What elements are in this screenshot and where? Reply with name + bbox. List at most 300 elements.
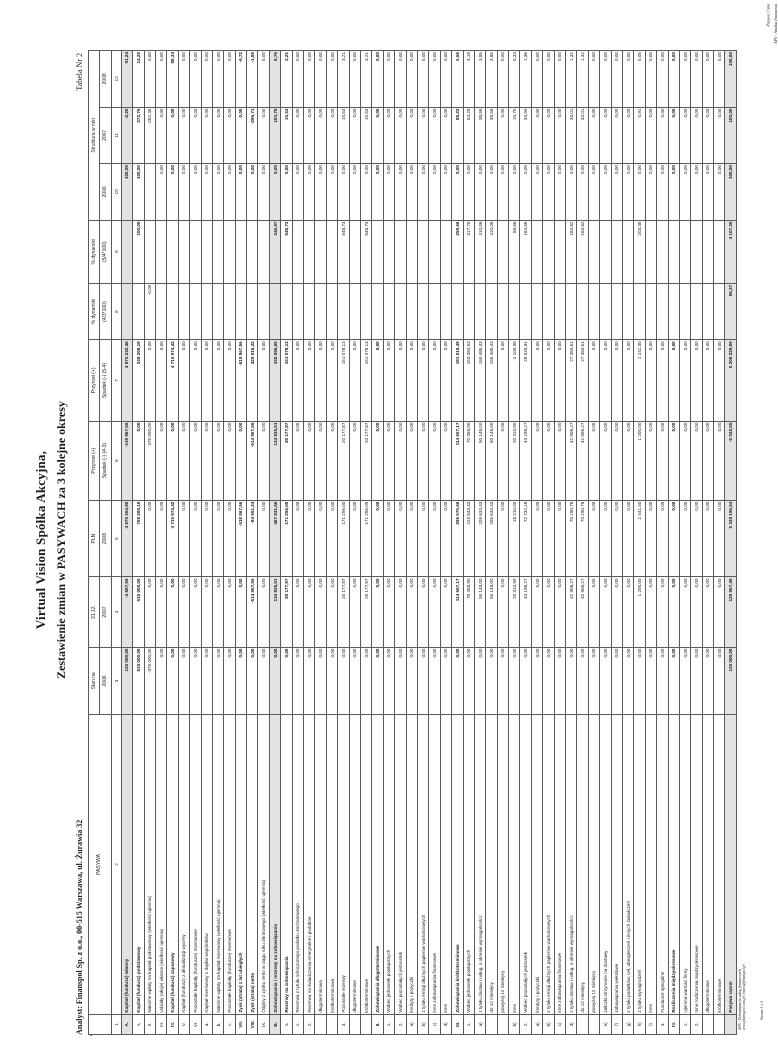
row-value-c4: 0,00 <box>372 577 383 647</box>
row-value-c5: 467 831,66 <box>269 500 280 577</box>
row-value-c5: 0,00 <box>326 500 337 577</box>
row-label: Rezerwa na świadczenia emerytalne i podobne <box>304 715 315 1014</box>
footnote <box>738 965 746 1030</box>
row-value-c10: 0,00 <box>190 164 201 220</box>
row-label: powyżej 12 miesięcy <box>588 715 599 1014</box>
row-value-c10: 0,00 <box>679 164 690 220</box>
row-value-c6: 0,00 <box>417 421 428 500</box>
row-value-c4: 0,00 <box>714 577 725 647</box>
row-value-c10: 0,00 <box>360 164 371 220</box>
row-value-c11: 33,01 <box>566 107 577 163</box>
row-value-c5: 70 290,78 <box>566 500 577 577</box>
row-value-c5: 0,00 <box>668 500 679 577</box>
row-number: b) <box>509 1014 520 1034</box>
table-row <box>121 51 132 1035</box>
row-value-c6: 0,00 <box>714 421 725 500</box>
row-value-c11: 0,00 <box>600 107 611 163</box>
row-label: Pasywa razem <box>725 715 736 1014</box>
row-value-c7: 155 485,43 <box>474 340 485 421</box>
row-value-c5: 0,00 <box>679 500 690 577</box>
row-label: z tytułu emisji dłużnych papierów wartościowych <box>417 715 428 1014</box>
row-value-c7: 0,00 <box>417 340 428 421</box>
table-row <box>452 51 463 1035</box>
row-value-c12: 0,00 <box>349 51 360 108</box>
row-number: IX. <box>258 1014 269 1034</box>
row-value-c10: 0,00 <box>554 164 565 220</box>
row-value-c11: 0,00 <box>611 107 622 163</box>
row-value-c4: 0,00 <box>258 577 269 647</box>
row-value-c5: 0,00 <box>588 500 599 577</box>
row-value-c4: -4 867,56 <box>121 577 132 647</box>
row-value-c4: 0,00 <box>190 577 201 647</box>
row-value-c4: 510 000,00 <box>133 577 144 647</box>
row-value-c11: 0,00 <box>178 107 189 163</box>
row-value-c4: 0,00 <box>383 577 394 647</box>
row-value-c9 <box>212 220 223 283</box>
row-value-c5: 0,00 <box>258 500 269 577</box>
row-value-c7: 0,00 <box>497 340 508 421</box>
row-value-c5: 0,00 <box>372 500 383 577</box>
row-value-c12: 0,00 <box>440 51 451 108</box>
row-value-c10: 100,00 <box>121 164 132 220</box>
row-value-c4: 44 198,27 <box>520 577 531 647</box>
row-value-c3: 0,00 <box>190 647 201 715</box>
row-value-c6: 375 000,00 <box>144 421 155 500</box>
row-value-c8 <box>611 283 622 339</box>
row-number: g) <box>622 1014 633 1034</box>
row-value-c9: 4 107,35 <box>725 220 736 283</box>
row-value-c12: 0,34 <box>509 51 520 108</box>
row-label: Zobowiązania długoterminowe <box>372 715 383 1014</box>
row-value-c3: 0,00 <box>611 647 622 715</box>
row-value-c5: 0,00 <box>224 500 235 577</box>
row-value-c9 <box>531 220 542 283</box>
row-label: krótkoterminowe <box>714 715 725 1014</box>
row-value-c9: 410,06 <box>474 220 485 283</box>
row-value-c7: 0,00 <box>349 340 360 421</box>
row-value-c10: 0,00 <box>520 164 531 220</box>
row-value-c3: 0,00 <box>486 647 497 715</box>
row-label: Rezerwa z tytułu odroczonego podatku dochodowego <box>292 715 303 1014</box>
row-value-c12: 8,76 <box>269 51 280 108</box>
row-value-c10: 0,00 <box>372 164 383 220</box>
row-value-c4: 0,00 <box>144 577 155 647</box>
row-value-c3: 510 000,00 <box>133 647 144 715</box>
row-value-c3: 0,00 <box>281 647 292 715</box>
row-label: Zysk (strata) z lat ubiegłych <box>235 715 246 1014</box>
row-value-c9 <box>417 220 428 283</box>
row-value-c10: 0,00 <box>258 164 269 220</box>
row-value-c12: 0,00 <box>622 51 633 108</box>
table-row <box>543 51 554 1035</box>
row-value-c7: 429 916,32 <box>247 340 258 421</box>
row-value-c10: 0,00 <box>247 164 258 220</box>
row-label: Fundusze specjalne <box>657 715 668 1014</box>
row-value-c10: 0,00 <box>417 164 428 220</box>
row-value-c5: 0,00 <box>702 500 713 577</box>
corner-line-2: Pasywa 3 lata <box>766 4 771 27</box>
row-number: V. <box>178 1014 189 1034</box>
row-value-c8 <box>247 283 258 339</box>
row-value-c9 <box>497 220 508 283</box>
row-value-c12: 0,00 <box>212 51 223 108</box>
row-label: z tytułu wynagrodzeń <box>634 715 645 1014</box>
row-value-c8 <box>634 283 645 339</box>
row-number: a. <box>201 1014 212 1034</box>
row-value-c11: 0,00 <box>622 107 633 163</box>
row-value-c6: 42 906,27 <box>566 421 577 500</box>
table-row <box>201 51 212 1035</box>
table-row <box>167 51 178 1035</box>
header-lp <box>89 1014 112 1034</box>
table-row <box>326 51 337 1035</box>
row-value-c8 <box>269 283 280 339</box>
row-value-c11: 33,94 <box>520 107 531 163</box>
row-value-c4: 0,00 <box>417 577 428 647</box>
row-value-c9: 258,66 <box>452 220 463 283</box>
row-value-c12: 0,00 <box>702 51 713 108</box>
table-header <box>89 51 122 1035</box>
row-value-c3: 135 000,00 <box>121 647 132 715</box>
row-value-c3: 0,00 <box>235 647 246 715</box>
row-value-c3: 0,00 <box>714 647 725 715</box>
row-value-c4: 0,00 <box>304 577 315 647</box>
row-value-c5: 0,00 <box>395 500 406 577</box>
row-value-c3: 0,00 <box>292 647 303 715</box>
row-label: Kapitał rezerwowy z dopłat wspólników <box>201 715 212 1014</box>
row-value-c5: 171 256,00 <box>338 500 349 577</box>
header-pasywa: PASYWA <box>89 715 112 1014</box>
row-value-c8 <box>452 283 463 339</box>
row-value-c8 <box>406 283 417 339</box>
row-value-c4: 20 177,87 <box>338 577 349 647</box>
row-value-c12: 0,00 <box>315 51 326 108</box>
row-value-c12: 0,00 <box>395 51 406 108</box>
row-value-c11: 0,00 <box>372 107 383 163</box>
row-value-c9 <box>554 220 565 283</box>
row-value-c10: 0,00 <box>224 164 235 220</box>
row-value-c7: 0,00 <box>383 340 394 421</box>
row-value-c12: -9,72 <box>235 51 246 108</box>
row-number: 1. <box>383 1014 394 1034</box>
row-value-c4: 70 458,90 <box>463 577 474 647</box>
row-value-c10: 0,00 <box>509 164 520 220</box>
row-value-c10: 0,00 <box>440 164 451 220</box>
row-value-c10: 0,00 <box>486 164 497 220</box>
row-value-c9 <box>326 220 337 283</box>
row-value-c9 <box>588 220 599 283</box>
row-value-c4: 50 148,00 <box>486 577 497 647</box>
row-value-c3: 0,00 <box>622 647 633 715</box>
column-index: 4 <box>111 577 121 647</box>
row-value-c4: 0,00 <box>691 577 702 647</box>
row-value-c4: 0,00 <box>600 577 611 647</box>
row-value-c12: -1,59 <box>247 51 258 108</box>
table-row <box>497 51 508 1035</box>
row-value-c11: 0,00 <box>417 107 428 163</box>
row-value-c5: 0,00 <box>657 500 668 577</box>
row-value-c10: 100,00 <box>133 164 144 220</box>
table-row <box>714 51 725 1035</box>
row-value-c12: 0,00 <box>679 51 690 108</box>
row-value-c5: 205 633,43 <box>474 500 485 577</box>
table-row <box>247 51 258 1035</box>
row-value-c3: 0,00 <box>634 647 645 715</box>
row-value-c8 <box>497 283 508 339</box>
column-index: 11 <box>111 107 121 163</box>
row-number: d) <box>440 1014 451 1034</box>
row-value-c11: 0,00 <box>292 107 303 163</box>
row-value-c8 <box>622 283 633 339</box>
row-value-c4: 20 177,87 <box>360 577 371 647</box>
row-value-c10: 0,00 <box>668 164 679 220</box>
row-value-c7: 181 918,49 <box>452 340 463 421</box>
row-value-c10: 0,00 <box>497 164 508 220</box>
row-value-c12: 5,56 <box>452 51 463 108</box>
row-value-c6: 0,00 <box>349 421 360 500</box>
row-value-c9 <box>691 220 702 283</box>
row-value-c6: 0,00 <box>668 421 679 500</box>
row-value-c12: 0,00 <box>645 51 656 108</box>
row-label: inne <box>645 715 656 1014</box>
row-value-c3: 0,00 <box>679 647 690 715</box>
row-value-c4: 50 148,00 <box>474 577 485 647</box>
row-value-c10: 0,00 <box>235 164 246 220</box>
column-index: 10 <box>111 164 121 220</box>
row-value-c11: 0,00 <box>702 107 713 163</box>
row-value-c12: 1,32 <box>566 51 577 108</box>
row-value-c4: 0,00 <box>155 577 166 647</box>
row-value-c6: 0,00 <box>304 421 315 500</box>
row-value-c8 <box>520 283 531 339</box>
row-value-c11: 0,00 <box>326 107 337 163</box>
row-value-c3: 0,00 <box>178 647 189 715</box>
row-value-c10: 0,00 <box>463 164 474 220</box>
table-row <box>235 51 246 1035</box>
table-row <box>360 51 371 1035</box>
row-value-c9 <box>406 220 417 283</box>
row-value-c8 <box>190 283 201 339</box>
row-value-c12: 0,00 <box>611 51 622 108</box>
row-value-c11: 0,00 <box>497 107 508 163</box>
row-number <box>349 1014 360 1034</box>
row-value-c9: 100,00 <box>133 220 144 283</box>
row-value-c9 <box>395 220 406 283</box>
row-value-c11: 0,00 <box>167 107 178 163</box>
row-value-c8 <box>360 283 371 339</box>
row-number: c) <box>429 1014 440 1034</box>
row-value-c7: 1 241,40 <box>634 340 645 421</box>
row-value-c11: 0,00 <box>224 107 235 163</box>
row-value-c6: 0,00 <box>224 421 235 500</box>
row-value-c7: 153 384,53 <box>463 340 474 421</box>
row-value-c3: 0,00 <box>383 647 394 715</box>
table-row <box>133 51 144 1035</box>
corner-line-1: APS - Analiza finansowa <box>773 4 778 44</box>
row-value-c5: 4 715 974,42 <box>167 500 178 577</box>
table-row <box>440 51 451 1035</box>
row-value-c11: 272,76 <box>133 107 144 163</box>
row-value-c3: 0,00 <box>304 647 315 715</box>
row-value-c5: 0,00 <box>155 500 166 577</box>
row-value-c11: 0,00 <box>155 107 166 163</box>
row-value-c10: 0,00 <box>155 164 166 220</box>
row-value-c6: 0,00 <box>645 421 656 500</box>
row-value-c10: 0,00 <box>383 164 394 220</box>
row-value-c7: 0,00 <box>668 340 679 421</box>
row-value-c3: 0,00 <box>417 647 428 715</box>
row-value-c9 <box>668 220 679 283</box>
column-index: 1 <box>111 1014 121 1034</box>
row-value-c10: 0,00 <box>338 164 349 220</box>
header-year-2006: 2006 <box>100 647 111 715</box>
row-value-c4: 114 657,17 <box>452 577 463 647</box>
row-value-c6: -5 032,55 <box>725 421 736 500</box>
row-value-c6: 0,00 <box>315 421 326 500</box>
row-value-c9 <box>315 220 326 283</box>
row-value-c10: 0,00 <box>178 164 189 220</box>
row-value-c7: -518 867,56 <box>235 340 246 421</box>
analyst-line: Analyst: Finanspol Sp. z o.o., 00-515 Warszawa, ul. Żurawia 32 <box>75 819 84 1035</box>
row-value-c5: 5 338 196,54 <box>725 500 736 577</box>
row-value-c6: 0,00 <box>212 421 223 500</box>
row-value-c3: 0,00 <box>167 647 178 715</box>
row-value-c6: 0,00 <box>543 421 554 500</box>
row-value-c3: 0,00 <box>520 647 531 715</box>
row-value-c6: 0,00 <box>326 421 337 500</box>
row-value-c7: 0,00 <box>543 340 554 421</box>
row-value-c3: 0,00 <box>543 647 554 715</box>
row-value-c12: 0,00 <box>201 51 212 108</box>
row-value-c5: 0,00 <box>144 500 155 577</box>
row-value-c8 <box>383 283 394 339</box>
row-value-c5: 205 633,43 <box>486 500 497 577</box>
row-value-c9 <box>178 220 189 283</box>
row-number: 3. <box>338 1014 349 1034</box>
row-value-c3: 0,00 <box>566 647 577 715</box>
row-value-c5: 0,00 <box>691 500 702 577</box>
row-value-c9 <box>679 220 690 283</box>
row-value-c5: 0,00 <box>383 500 394 577</box>
row-value-c7: 155 485,43 <box>486 340 497 421</box>
row-value-c8 <box>155 283 166 339</box>
row-value-c3: 0,00 <box>395 647 406 715</box>
header-struct-2008: 2008 <box>100 51 111 108</box>
row-value-c3: 0,00 <box>338 647 349 715</box>
row-value-c6: 0,00 <box>258 421 269 500</box>
row-value-c5: 0,00 <box>417 500 428 577</box>
row-value-c10: 0,00 <box>201 164 212 220</box>
row-value-c11: 100,00 <box>725 107 736 163</box>
row-value-c4: 0,00 <box>167 577 178 647</box>
row-value-c12: 1,36 <box>520 51 531 108</box>
row-value-c10: 0,00 <box>645 164 656 220</box>
row-label: kredyty i pożyczki <box>531 715 542 1014</box>
row-value-c10: 0,00 <box>622 164 633 220</box>
row-value-c11: 38,58 <box>474 107 485 163</box>
row-value-c10: 0,00 <box>167 164 178 220</box>
row-value-c6: 0,00 <box>178 421 189 500</box>
row-value-c9: 163,82 <box>566 220 577 283</box>
row-value-c9 <box>429 220 440 283</box>
row-value-c4: 0,00 <box>679 577 690 647</box>
table-row <box>372 51 383 1035</box>
row-value-c9 <box>611 220 622 283</box>
row-value-c7: 5 208 229,09 <box>725 340 736 421</box>
row-value-c9 <box>190 220 201 283</box>
row-value-c3: 0,00 <box>224 647 235 715</box>
header-struct-2006: 2006 <box>100 164 111 220</box>
row-label: z tytułu dostaw i usług, o okresie wymagalności: <box>566 715 577 1014</box>
table-row <box>588 51 599 1035</box>
row-value-c5: -518 867,56 <box>235 500 246 577</box>
row-label: inne zobowiązania finansowe <box>429 715 440 1014</box>
row-value-c9: 89,66 <box>509 220 520 283</box>
row-value-c10: 0,00 <box>326 164 337 220</box>
table-row <box>702 51 713 1035</box>
table-row <box>474 51 485 1035</box>
row-value-c6: 0,00 <box>497 421 508 500</box>
row-value-c12: 100,00 <box>725 51 736 108</box>
row-label: Wobec pozostałych jednostek <box>395 715 406 1014</box>
row-value-c3: 0,00 <box>600 647 611 715</box>
row-value-c3: 0,00 <box>212 647 223 715</box>
row-value-c3: 0,00 <box>372 647 383 715</box>
row-value-c9: 164,56 <box>520 220 531 283</box>
row-value-c10: 0,00 <box>269 164 280 220</box>
row-number: a) <box>406 1014 417 1034</box>
row-label: długoterminowa <box>315 715 326 1014</box>
row-value-c3: 0,00 <box>463 647 474 715</box>
row-value-c7: 0,00 <box>315 340 326 421</box>
row-value-c10: 0,00 <box>349 164 360 220</box>
row-value-c3: 0,00 <box>429 647 440 715</box>
header-dyn-b: (5/4*100) <box>100 220 111 283</box>
row-value-c12: 0,00 <box>178 51 189 108</box>
row-value-c7: 0,00 <box>326 340 337 421</box>
row-value-c8: -0,00 <box>144 283 155 339</box>
row-value-c8 <box>281 283 292 339</box>
row-value-c11: 103,78 <box>269 107 280 163</box>
row-value-c11: 33,01 <box>577 107 588 163</box>
row-value-c10: 0,00 <box>566 164 577 220</box>
header-formula-b-text: (5-4) <box>102 362 109 374</box>
column-index: 8 <box>111 283 121 339</box>
row-value-c8 <box>486 283 497 339</box>
row-value-c8 <box>224 283 235 339</box>
row-value-c7: 4 875 232,46 <box>121 340 132 421</box>
row-value-c7: 0,00 <box>178 340 189 421</box>
row-value-c12: 14,20 <box>133 51 144 108</box>
row-value-c5: 0,00 <box>429 500 440 577</box>
row-value-c10: 0,00 <box>702 164 713 220</box>
row-value-c6: 0,00 <box>679 421 690 500</box>
row-value-c3: 0,00 <box>440 647 451 715</box>
row-value-c12: 0,00 <box>668 51 679 108</box>
row-value-c6: 0,00 <box>406 421 417 500</box>
row-value-c7: 0,00 <box>395 340 406 421</box>
header-formula-a <box>100 421 111 500</box>
row-label: Kapitał (fundusz) zapasowy <box>167 715 178 1014</box>
row-value-c6: 0,00 <box>600 421 611 500</box>
row-value-c10: 0,00 <box>531 164 542 220</box>
row-value-c8 <box>543 283 554 339</box>
row-value-c3: 0,00 <box>474 647 485 715</box>
row-value-c10: 0,00 <box>714 164 725 220</box>
row-value-c10: 0,00 <box>611 164 622 220</box>
table-row <box>634 51 645 1035</box>
row-value-c8 <box>201 283 212 339</box>
